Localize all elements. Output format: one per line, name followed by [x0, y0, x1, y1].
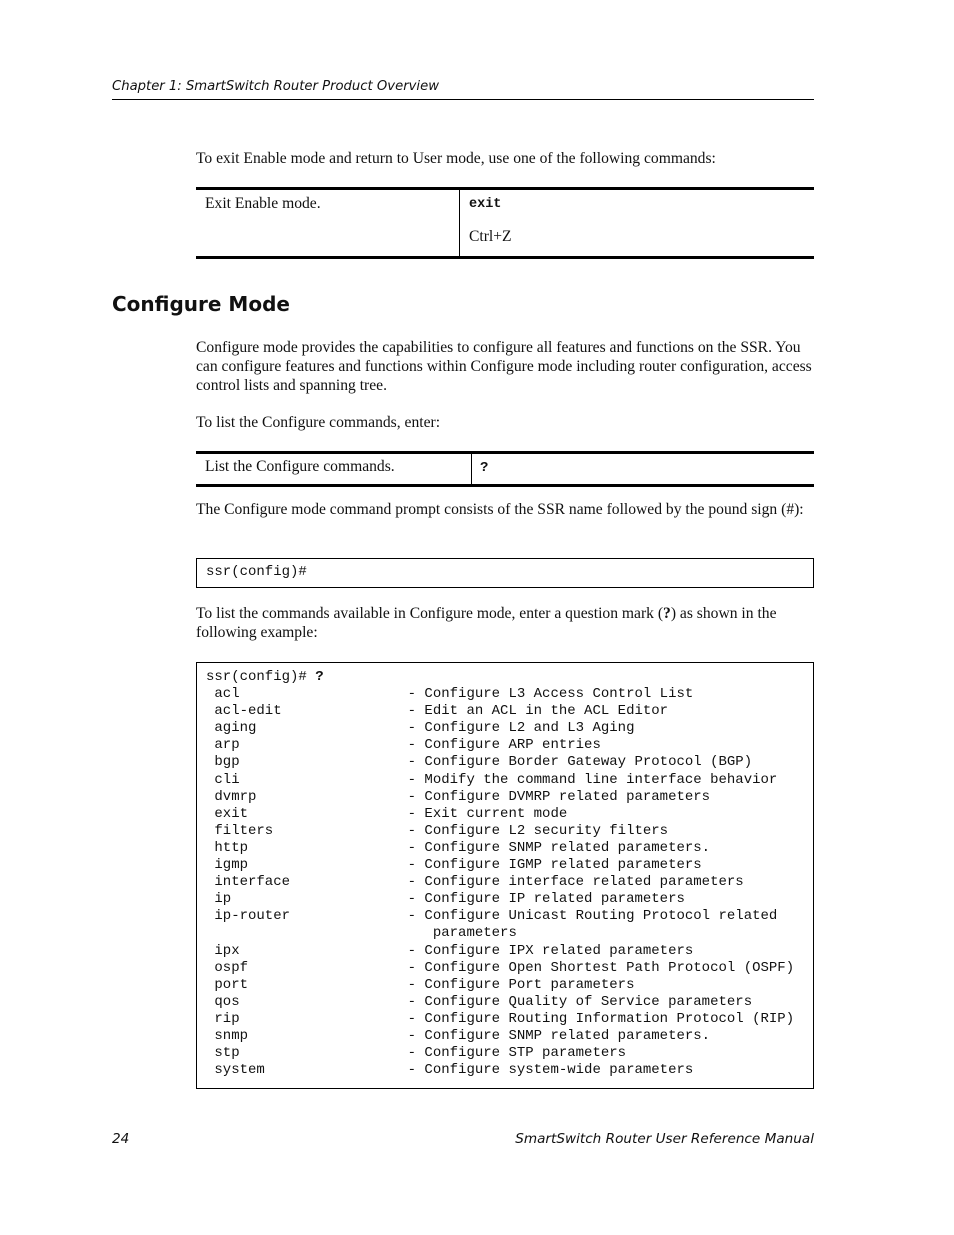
example-code-box [196, 662, 814, 1089]
question-mark-command: ? [480, 460, 489, 476]
example-intro-qmark: ? [663, 605, 671, 622]
example-command-line: bgp - Configure Border Gateway Protocol (BGP) [206, 754, 753, 771]
exit-intro-text: To exit Enable mode and return to User mode, use one of the following commands: [196, 150, 716, 167]
example-command-line: ospf - Configure Open Shortest Path Protocol (OSPF) [206, 959, 795, 976]
example-command-line: igmp - Configure IGMP related parameters [206, 857, 702, 874]
example-input: ? [315, 669, 324, 685]
example-command-line: dvmrp - Configure DVMRP related parameters [206, 788, 711, 805]
exit-description-cell [196, 189, 460, 258]
example-command-line: interface - Configure interface related parameters [206, 874, 744, 891]
example-command-line: system - Configure system-wide parameters [206, 1062, 694, 1079]
prompt-box [196, 558, 814, 588]
example-command-line: rip - Configure Routing Information Protocol (RIP) [206, 1010, 795, 1027]
exit-commands-cell [460, 189, 815, 258]
exit-description: Exit Enable mode. [205, 195, 321, 212]
list-description: List the Configure commands. [205, 458, 395, 475]
example-command-line: acl-edit - Edit an ACL in the ACL Editor [206, 703, 669, 720]
example-command-line: parameters [206, 925, 517, 942]
example-intro [196, 604, 812, 642]
example-command-line: ipx - Configure IPX related parameters [206, 942, 694, 959]
prompt-description: The Configure mode command prompt consists of the SSR name followed by the pound sign (#): [196, 501, 804, 518]
example-command-line: acl - Configure L3 Access Control List [206, 686, 694, 703]
list-command-table [196, 451, 814, 487]
example-command-line: arp - Configure ARP entries [206, 737, 601, 754]
example-prompt-line [206, 669, 813, 686]
ctrl-z-command: Ctrl+Z [469, 228, 512, 245]
exit-command-table [196, 187, 814, 259]
exit-command: exit [469, 197, 502, 212]
example-command-line: stp - Configure STP parameters [206, 1045, 627, 1062]
example-command-line: http - Configure SNMP related parameters. [206, 839, 711, 856]
list-commands-intro: To list the Configure commands, enter: [196, 414, 441, 431]
configure-mode-description: Configure mode provides the capabilities to configure all features and functions on the SSR. You can configure features and functions within Configure mode including router configuration, access control lists and spanning tree. [196, 339, 812, 394]
example-command-line: port - Configure Port parameters [206, 976, 635, 993]
example-intro-part1: To list the commands available in Configure mode, enter a question mark ( [196, 605, 664, 622]
example-command-line: ip - Configure IP related parameters [206, 891, 685, 908]
example-command-line: qos - Configure Quality of Service parameters [206, 993, 753, 1010]
example-command-line: cli - Modify the command line interface behavior [206, 771, 778, 788]
example-command-line: exit - Exit current mode [206, 805, 568, 822]
example-intro-part2: ) as shown in the following example: [196, 605, 777, 641]
section-title: Configure Mode [112, 292, 290, 316]
page-number: 24 [112, 1131, 130, 1147]
example-command-list [206, 686, 813, 1079]
example-prompt: ssr(config)# [206, 669, 316, 685]
list-command-cell [472, 453, 815, 486]
manual-title: SmartSwitch Router User Reference Manual [515, 1131, 814, 1147]
example-command-line: aging - Configure L2 and L3 Aging [206, 720, 635, 737]
chapter-title: Chapter 1: SmartSwitch Router Product Overview [112, 79, 439, 94]
example-command-line: ip-router - Configure Unicast Routing Protocol related [206, 908, 778, 925]
example-command-line: filters - Configure L2 security filters [206, 822, 669, 839]
list-description-cell [196, 453, 472, 486]
example-command-line: snmp - Configure SNMP related parameters. [206, 1027, 711, 1044]
running-head [112, 79, 814, 100]
config-prompt: ssr(config)# [206, 564, 307, 580]
